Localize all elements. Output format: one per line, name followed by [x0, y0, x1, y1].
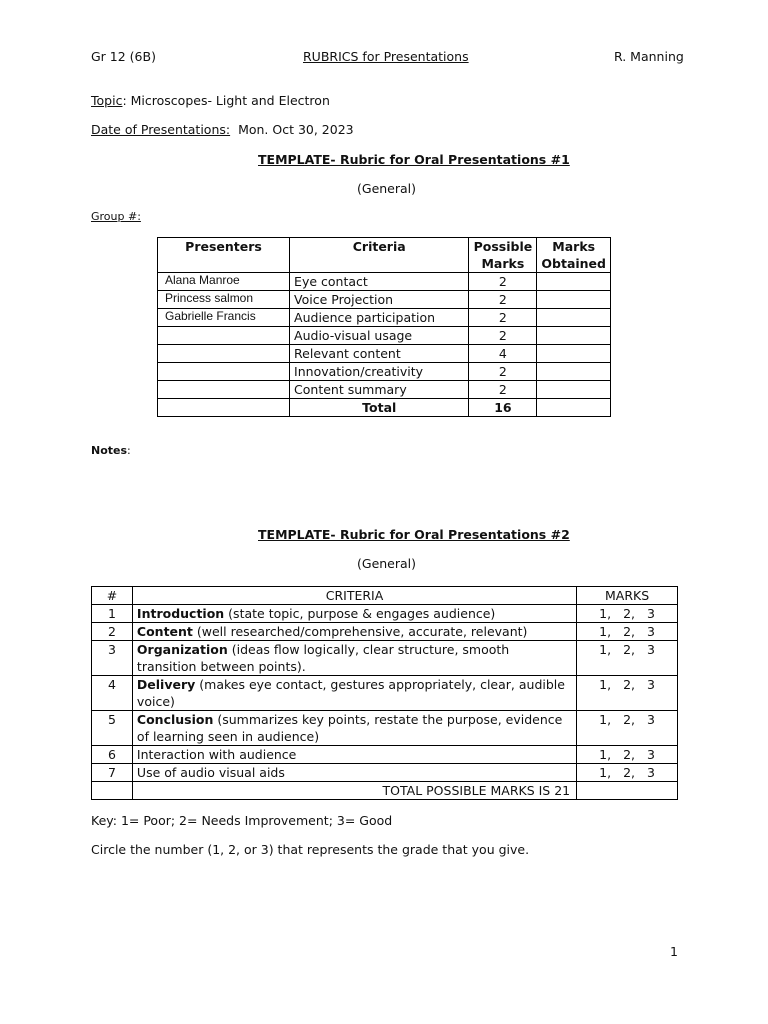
- criteria-cell: Audience participation: [290, 309, 469, 327]
- possible-marks-cell: 2: [469, 273, 537, 291]
- topic-value: : Microscopes- Light and Electron: [122, 93, 330, 108]
- table-row: [92, 623, 678, 641]
- presenter-cell[interactable]: [158, 327, 290, 345]
- criteria-cell: [132, 605, 576, 623]
- total-value: 16: [469, 399, 537, 417]
- criteria-cell: Eye contact: [290, 273, 469, 291]
- presenter-cell[interactable]: [158, 345, 290, 363]
- marking-key: Key: 1= Poor; 2= Needs Improvement; 3= Good: [91, 813, 393, 828]
- template1-subtitle: (General): [357, 181, 417, 196]
- table1-header-row: [158, 238, 611, 273]
- criteria-cell: [132, 623, 576, 641]
- criteria-cell: [132, 711, 576, 746]
- marks-options[interactable]: 1, 2, 3: [577, 711, 678, 746]
- table2-header-row: [92, 587, 678, 605]
- table-row: [92, 711, 678, 746]
- total-label: Total: [290, 399, 469, 417]
- possible-marks-cell: 2: [469, 363, 537, 381]
- marks-obtained-cell[interactable]: [537, 363, 611, 381]
- table-row: [92, 676, 678, 711]
- template2-title: TEMPLATE- Rubric for Oral Presentations #2: [258, 527, 570, 542]
- possible-marks-cell: 2: [469, 381, 537, 399]
- total-empty-cell: [92, 782, 133, 800]
- rubric-table-1: [157, 237, 611, 417]
- presenter-cell[interactable]: Gabrielle Francis: [158, 309, 290, 327]
- table-row: [92, 605, 678, 623]
- obtained-header-line1: Marks: [552, 239, 596, 254]
- marks-options[interactable]: 1, 2, 3: [577, 764, 678, 782]
- class-label: Gr 12 (6B): [91, 49, 156, 64]
- table-row: [92, 764, 678, 782]
- teacher-name: R. Manning: [614, 49, 684, 64]
- instruction-text: Circle the number (1, 2, or 3) that represents the grade that you give.: [91, 842, 530, 857]
- rubric-table-2: [91, 586, 678, 800]
- criteria-term: Content: [136, 624, 193, 639]
- criteria-cell: [132, 764, 576, 782]
- row-number: 6: [92, 746, 133, 764]
- obtained-header-line2: Obtained: [541, 256, 606, 271]
- presenter-cell[interactable]: [158, 381, 290, 399]
- total-marks-cell[interactable]: [577, 782, 678, 800]
- criteria-description: (ideas flow logically, clear structure, smooth transition between points).: [136, 642, 510, 674]
- group-label: Group #:: [91, 210, 141, 223]
- template2-subtitle: (General): [357, 556, 417, 571]
- table-row: [158, 381, 611, 399]
- total-possible-marks: TOTAL POSSIBLE MARKS IS 21: [132, 782, 576, 800]
- row-number: 4: [92, 676, 133, 711]
- possible-marks-cell: 2: [469, 309, 537, 327]
- marks-options[interactable]: 1, 2, 3: [577, 746, 678, 764]
- row-number: 1: [92, 605, 133, 623]
- possible-marks-cell: 2: [469, 291, 537, 309]
- notes-label: Notes: [91, 444, 128, 457]
- marks-obtained-cell[interactable]: [537, 381, 611, 399]
- criteria-description: (state topic, purpose & engages audience): [224, 606, 496, 621]
- total-row: [92, 782, 678, 800]
- criteria-description: Interaction with audience: [136, 747, 297, 762]
- table-row: [158, 363, 611, 381]
- criteria-term: Organization: [136, 642, 228, 657]
- template1-title: TEMPLATE- Rubric for Oral Presentations #1: [258, 152, 570, 167]
- notes-line: [91, 444, 131, 457]
- criteria-cell: Content summary: [290, 381, 469, 399]
- total-row: [158, 399, 611, 417]
- criteria-term: Introduction: [136, 606, 225, 621]
- criteria-header: Criteria: [290, 238, 469, 273]
- row-number: 5: [92, 711, 133, 746]
- topic-line: [91, 93, 330, 108]
- table-row: [158, 327, 611, 345]
- table-row: [158, 309, 611, 327]
- row-number: 3: [92, 641, 133, 676]
- marks-obtained-cell[interactable]: [537, 291, 611, 309]
- table-row: [92, 641, 678, 676]
- marks-options[interactable]: 1, 2, 3: [577, 623, 678, 641]
- criteria-description: (summarizes key points, restate the purpose, evidence of learning seen in audience): [136, 712, 563, 744]
- date-label: Date of Presentations:: [91, 122, 231, 137]
- date-value: Mon. Oct 30, 2023: [238, 122, 354, 137]
- marks-options[interactable]: 1, 2, 3: [577, 605, 678, 623]
- criteria-description: (makes eye contact, gestures appropriately, clear, audible voice): [136, 677, 565, 709]
- criteria-cell: [132, 746, 576, 764]
- possible-header-line2: Marks: [481, 256, 525, 271]
- possible-marks-header: [469, 238, 537, 273]
- presenter-cell[interactable]: [158, 363, 290, 381]
- criteria-cell: Audio-visual usage: [290, 327, 469, 345]
- total-obtained-cell[interactable]: [537, 399, 611, 417]
- marks-header: MARKS: [577, 587, 678, 605]
- marks-obtained-cell[interactable]: [537, 309, 611, 327]
- criteria-term: Conclusion: [136, 712, 214, 727]
- criteria-header: CRITERIA: [132, 587, 576, 605]
- marks-obtained-header: [537, 238, 611, 273]
- presenters-header: Presenters: [158, 238, 290, 273]
- marks-obtained-cell[interactable]: [537, 327, 611, 345]
- document-title: RUBRICS for Presentations: [303, 49, 469, 64]
- topic-label: Topic: [91, 93, 123, 108]
- total-empty-cell: [158, 399, 290, 417]
- table-row: [158, 291, 611, 309]
- marks-obtained-cell[interactable]: [537, 273, 611, 291]
- criteria-description: Use of audio visual aids: [136, 765, 285, 780]
- number-header: #: [92, 587, 133, 605]
- possible-marks-cell: 2: [469, 327, 537, 345]
- criteria-cell: Innovation/creativity: [290, 363, 469, 381]
- criteria-term: Delivery: [136, 677, 196, 692]
- table-row: [158, 345, 611, 363]
- table-row: [158, 273, 611, 291]
- row-number: 2: [92, 623, 133, 641]
- possible-marks-cell: 4: [469, 345, 537, 363]
- presenter-cell[interactable]: Alana Manroe: [158, 273, 290, 291]
- marks-options[interactable]: 1, 2, 3: [577, 641, 678, 676]
- row-number: 7: [92, 764, 133, 782]
- possible-header-line1: Possible: [473, 239, 533, 254]
- criteria-cell: Voice Projection: [290, 291, 469, 309]
- marks-options[interactable]: 1, 2, 3: [577, 676, 678, 711]
- criteria-cell: [132, 676, 576, 711]
- criteria-description: (well researched/comprehensive, accurate, relevant): [192, 624, 528, 639]
- marks-obtained-cell[interactable]: [537, 345, 611, 363]
- presenter-cell[interactable]: Princess salmon: [158, 291, 290, 309]
- table-row: [92, 746, 678, 764]
- page-number: 1: [670, 944, 678, 959]
- criteria-cell: [132, 641, 576, 676]
- criteria-cell: Relevant content: [290, 345, 469, 363]
- notes-colon: :: [127, 444, 131, 457]
- date-line: [91, 122, 354, 137]
